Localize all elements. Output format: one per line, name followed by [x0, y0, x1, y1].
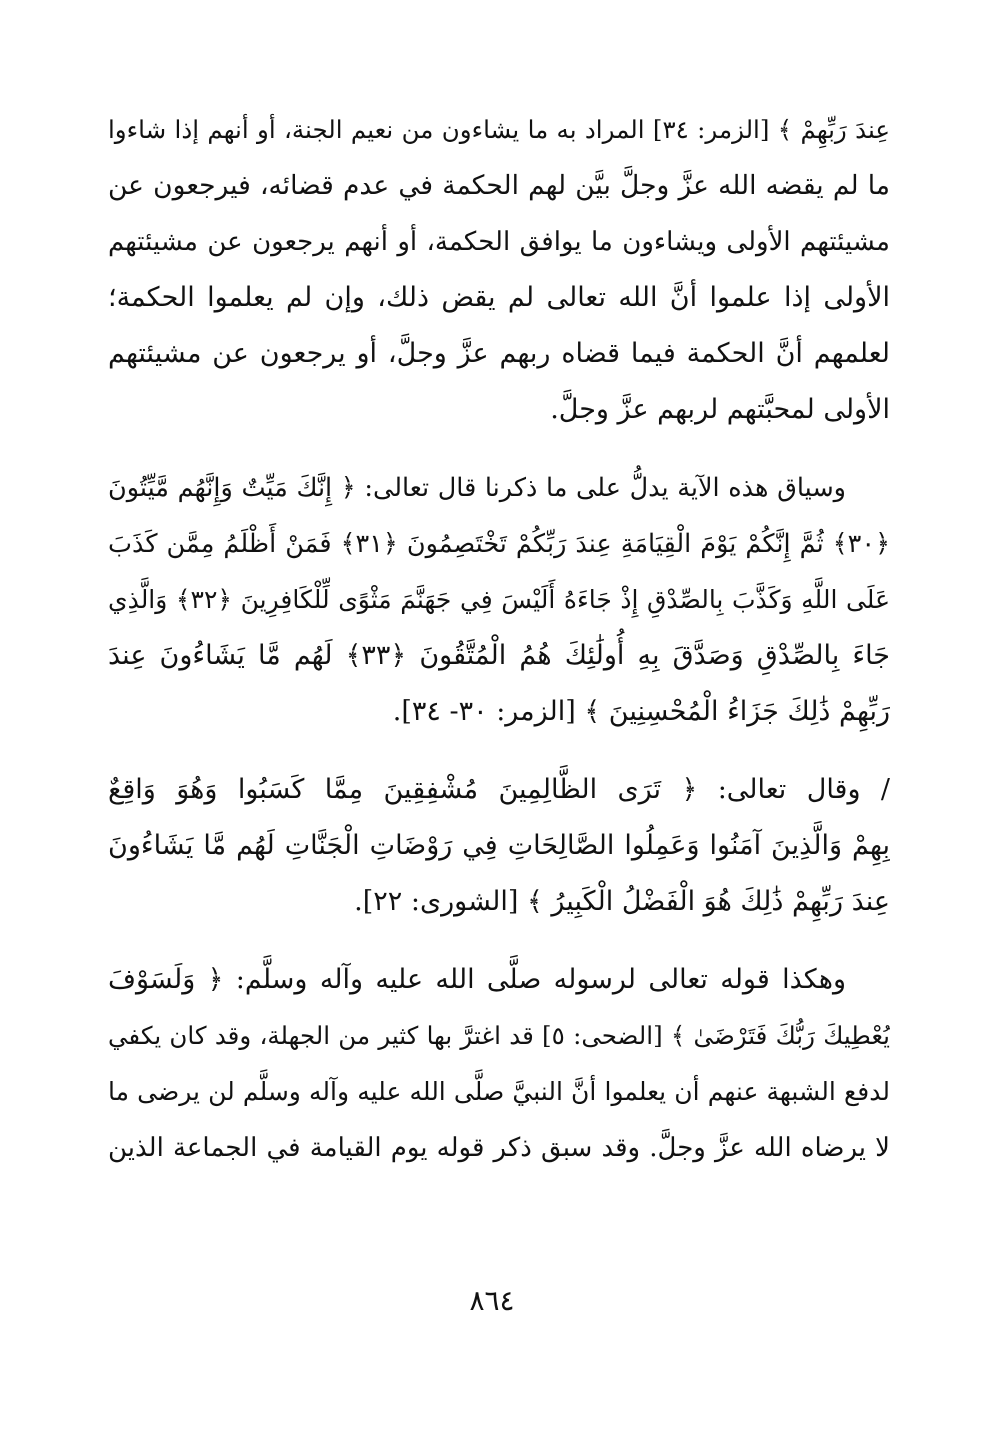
text-line: رَبِّهِمْ ذَٰلِكَ جَزَاءُ الْمُحْسِنِينَ ﴾ [الزمر: ٣٠- ٣٤]. — [392, 696, 890, 727]
text-line: عِندَ رَبِّهِمْ ﴾ [الزمر: ٣٤] المراد به ما يشاءون من نعيم الجنة، أو أنهم إذا شاءوا — [108, 115, 890, 144]
page-body — [108, 102, 890, 1198]
text-line: عِندَ رَبِّهِمْ ذَٰلِكَ هُوَ الْفَضْلُ الْكَبِيرُ ﴾ [الشورى: ٢٢]. — [354, 886, 890, 917]
paragraph-1 — [108, 102, 890, 438]
text-line: الأولى إذا علموا أنَّ الله تعالى لم يقض ذلك، وإن لم يعلموا الحكمة؛ — [108, 282, 890, 313]
text-line: مشيئتهم الأولى ويشاءون ما يوافق الحكمة، أو أنهم يرجعون عن مشيئتهم — [108, 227, 890, 257]
text-line: وسياق هذه الآية يدلُّ على ما ذكرنا قال تعالى: ﴿ إِنَّكَ مَيِّتٌ وَإِنَّهُم مَّيِّتُونَ — [108, 473, 846, 503]
text-line: / وقال تعالى: ﴿ تَرَى الظَّالِمِينَ مُشْفِقِينَ مِمَّا كَسَبُوا وَهُوَ وَاقِعٌ — [108, 774, 890, 805]
text-line: لعلمهم أنَّ الحكمة فيما قضاه ربهم عزَّ وجلَّ، أو يرجعون عن مشيئتهم — [108, 338, 890, 369]
paragraph-4 — [108, 952, 890, 1176]
text-line: وهكذا قوله تعالى لرسوله صلَّى الله عليه وآله وسلَّم: ﴿ وَلَسَوْفَ — [108, 964, 846, 995]
text-line: لا يرضاه الله عزَّ وجلَّ. وقد سبق ذكر قوله يوم القيامة في الجماعة الذين — [108, 1133, 890, 1163]
text-line: بِهِمْ وَالَّذِينَ آمَنُوا وَعَمِلُوا الصَّالِحَاتِ فِي رَوْضَاتِ الْجَنَّاتِ لَهُم مَّا يَشَاءُونَ — [108, 830, 890, 861]
paragraph-3 — [108, 762, 890, 930]
text-line: لدفع الشبهة عنهم أن يعلموا أنَّ النبيَّ صلَّى الله عليه وآله وسلَّم لن يرضى ما — [108, 1077, 890, 1106]
text-line: يُعْطِيكَ رَبُّكَ فَتَرْضَىٰ ﴾ [الضحى: ٥] قد اغترَّ بها كثير من الجهلة، وقد كان يكفي — [108, 1021, 890, 1050]
page-number: ٨٦٤ — [469, 1284, 515, 1317]
text-line: ﴿٣٠﴾ ثُمَّ إِنَّكُمْ يَوْمَ الْقِيَامَةِ عِندَ رَبِّكُمْ تَخْتَصِمُونَ ﴿٣١﴾ فَمَنْ أَظْلَمُ مِمَّن كَذَبَ — [108, 529, 890, 559]
paragraph-2 — [108, 460, 890, 740]
text-line: ما لم يقضه الله عزَّ وجلَّ بيَّن لهم الحكمة في عدم قضائه، فيرجعون عن — [108, 170, 890, 201]
text-line: عَلَى اللَّهِ وَكَذَّبَ بِالصِّدْقِ إِذْ جَاءَهُ أَلَيْسَ فِي جَهَنَّمَ مَثْوًى لِّلْكَافِرِينَ ﴿٣٢﴾ وَالَّذِي — [108, 585, 890, 614]
text-line: الأولى لمحبَّتهم لربهم عزَّ وجلَّ. — [550, 394, 890, 425]
text-line: جَاءَ بِالصِّدْقِ وَصَدَّقَ بِهِ أُولَٰئِكَ هُمُ الْمُتَّقُونَ ﴿٣٣﴾ لَهُم مَّا يَشَاءُونَ عِندَ — [108, 640, 890, 671]
